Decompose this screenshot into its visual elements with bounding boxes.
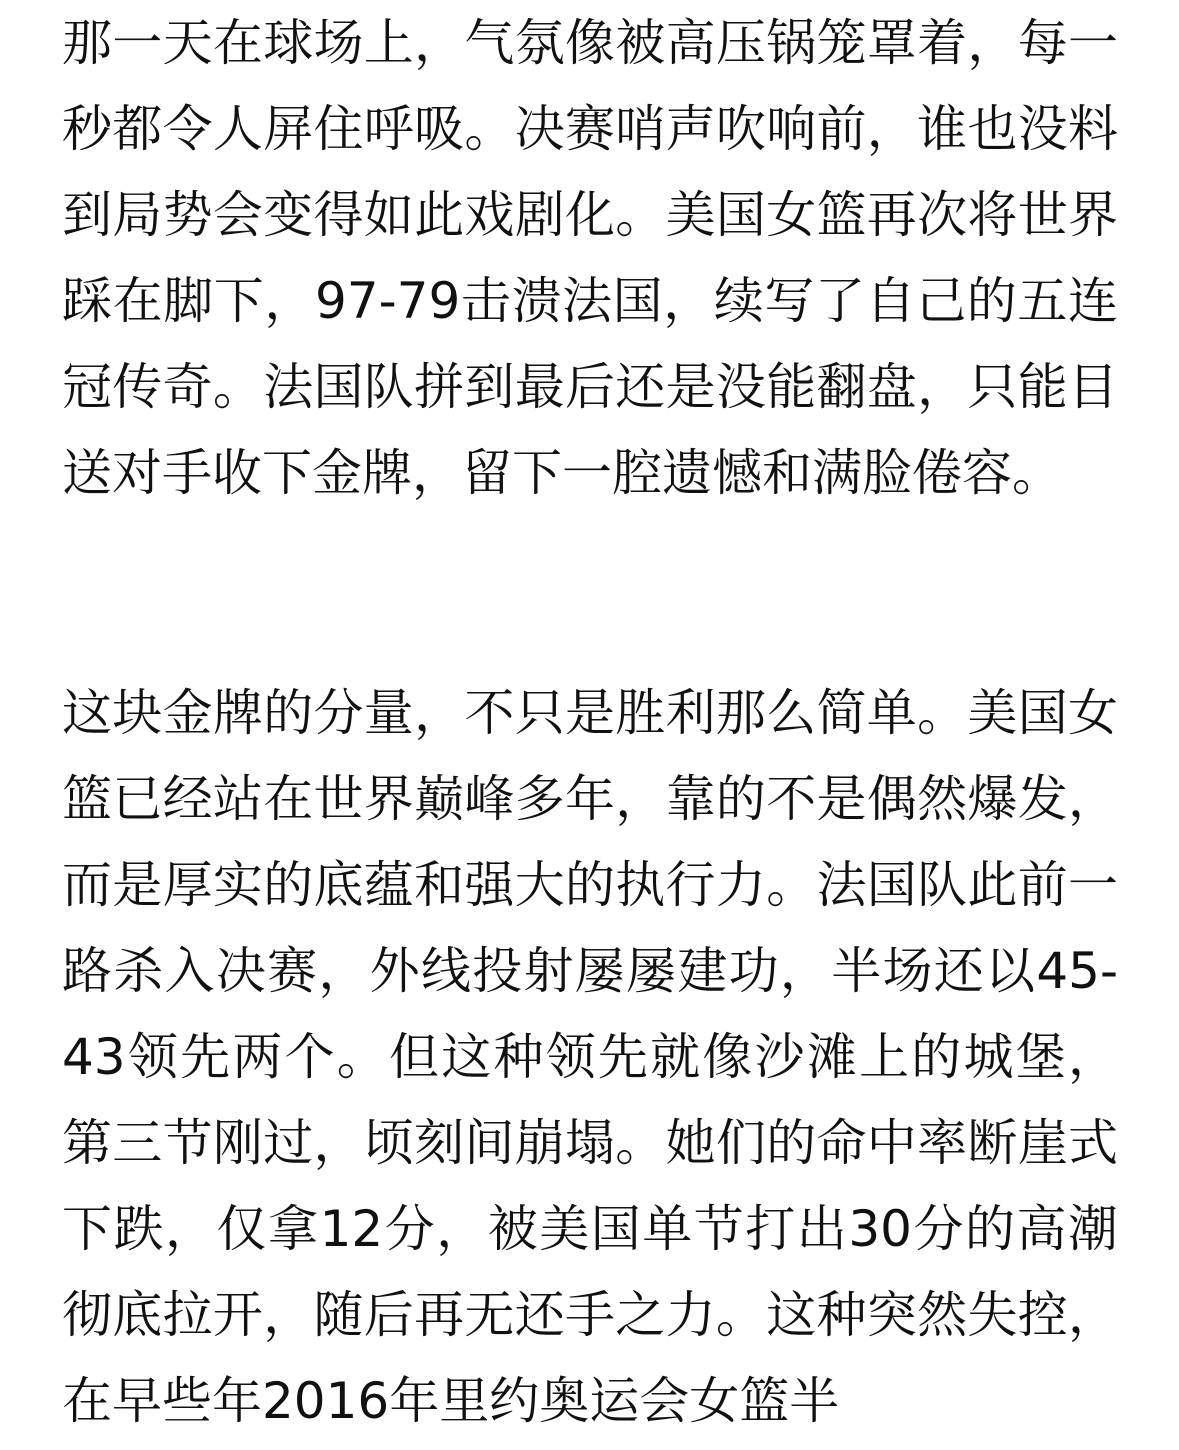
paragraph-2: 这块金牌的分量，不只是胜利那么简单。美国女篮已经站在世界巅峰多年，靠的不是偶然爆发，而是厚实的底蕴和强大的执行力。法国队此前一路杀入决赛，外线投射屡屡建功，半场还以45-43领先两个。但这种领先就像沙滩上的城堡，第三节刚过，顷刻间崩塌。她们的命中率断崖式下跌，仅拿12分，被美国单节打出30分的高潮彻底拉开，随后再无还手之力。这种突然失控，在早些年2016年里约奥运会女篮半 xyxy=(62,684,1118,1430)
paragraph-1: 那一天在球场上，气氛像被高压锅笼罩着，每一秒都令人屏住呼吸。决赛哨声吹响前，谁也没料到局势会变得如此戏剧化。美国女篮再次将世界踩在脚下，97-79击溃法国，续写了自己的五连冠传奇。法国队拼到最后还是没能翻盘，只能目送对手收下金牌，留下一腔遗憾和满脸倦容。 xyxy=(62,14,1118,502)
